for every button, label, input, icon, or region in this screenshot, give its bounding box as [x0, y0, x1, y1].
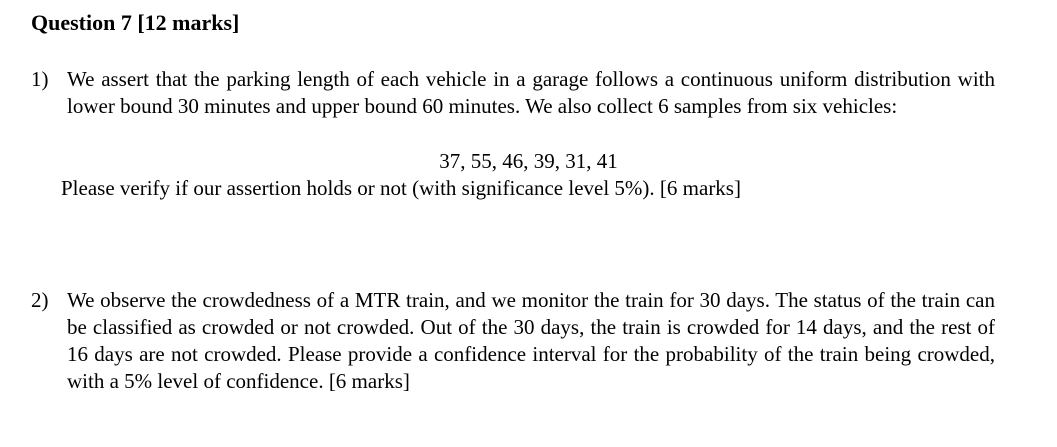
- part-2-text: We observe the crowdedness of a MTR train, and we monitor the train for 30 days. The status of the train can be classified as crowded or not crowded. Out of the 30 days, the train is crowded for 14 days, and the rest of 16 days are not crowded. Please provide a confidence interval for the probability of the train being crowded, with a 5% level of confidence. [6 marks]: [67, 288, 995, 393]
- part-1-samples: 37, 55, 46, 39, 31, 41: [439, 149, 618, 173]
- part-1-number: 1): [31, 67, 49, 91]
- part-2-number: 2): [31, 288, 49, 312]
- part-1-text: We assert that the parking length of each vehicle in a garage follows a continuous uniform distribution with lower bound 30 minutes and upper bound 60 minutes. We also collect 6 samples from six vehicles:: [67, 67, 995, 118]
- part-1-instruction: Please verify if our assertion holds or not (with significance level 5%). [6 marks]: [61, 176, 741, 200]
- question-title: Question 7 [12 marks]: [31, 10, 240, 35]
